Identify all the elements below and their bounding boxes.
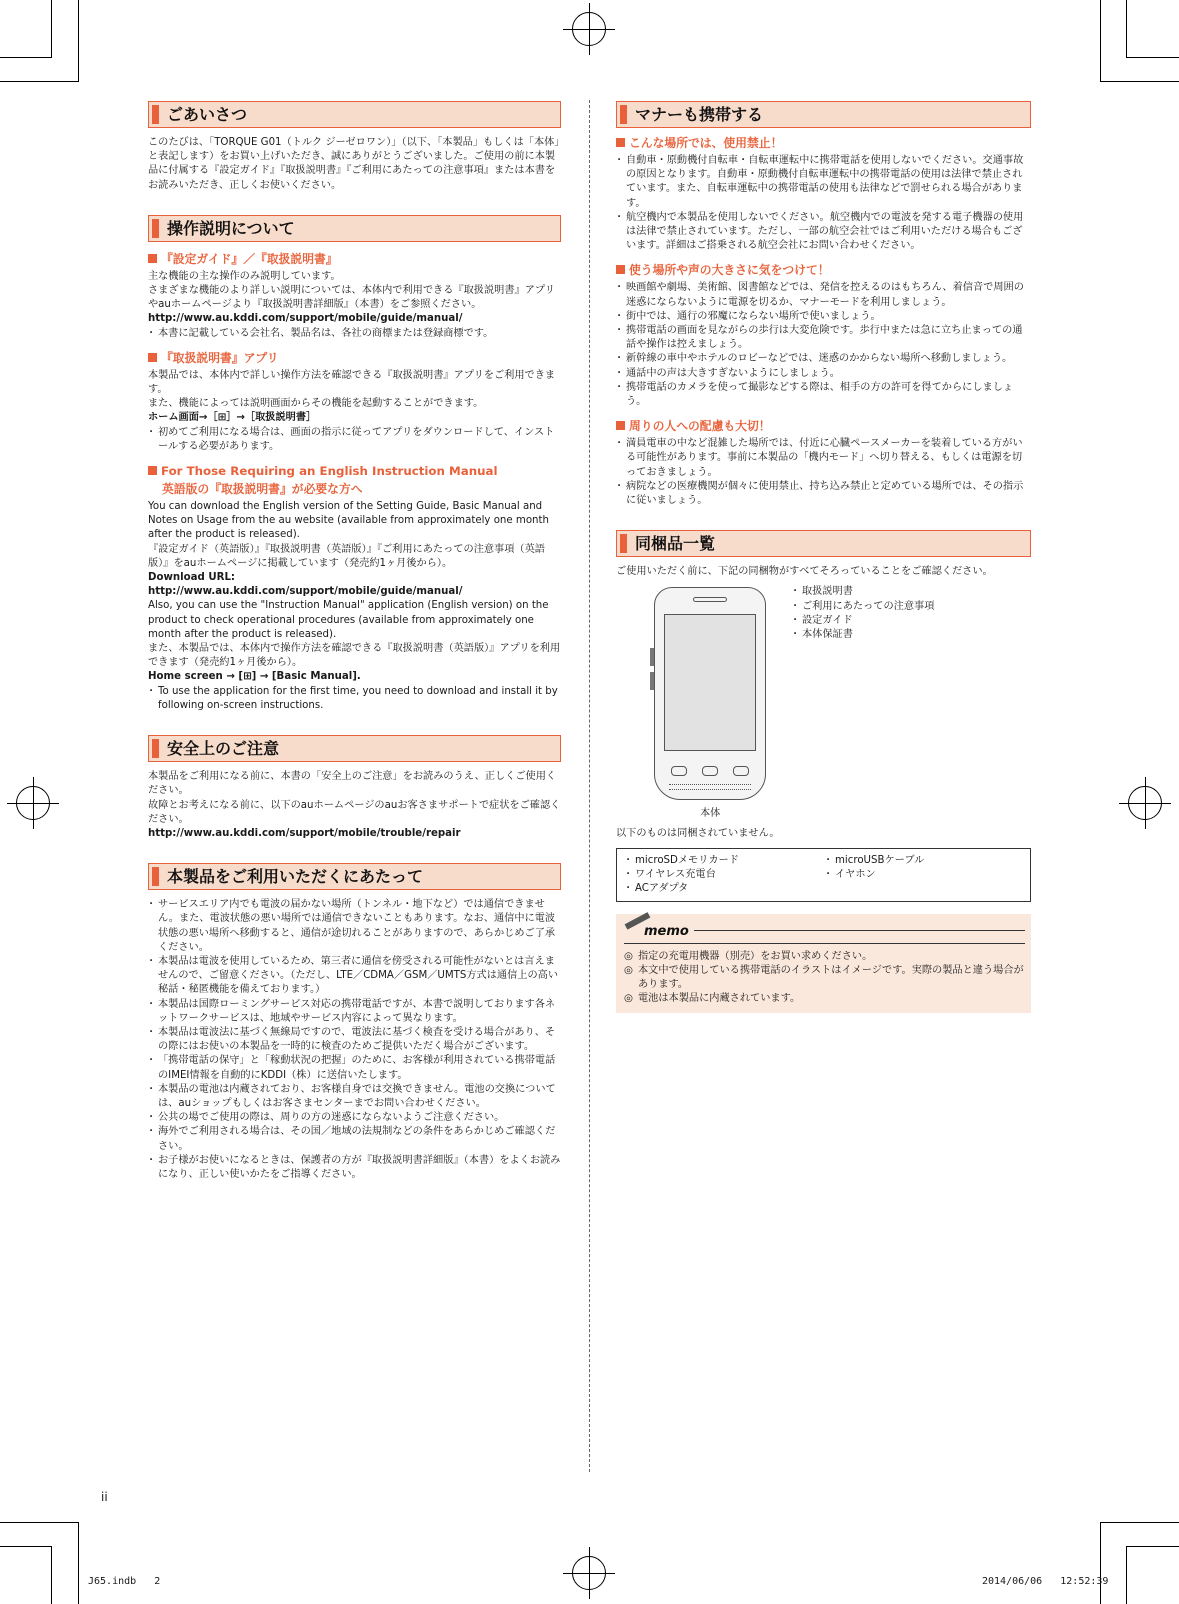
column-divider [589, 100, 590, 1472]
memo-header [624, 922, 1025, 944]
list-item: ・ イヤホン [825, 868, 924, 882]
list-item: ・ 設定ガイド [792, 614, 934, 628]
paragraph: さまざまな機能のより詳しい説明については、本体内で利用できる『取扱説明書』アプリやauホームページより『取扱説明書詳細版』（本書）をご参照ください。 [148, 285, 555, 311]
list-item: ・ 街中では、通行の邪魔にならない場所で使いましょう。 [616, 310, 1031, 324]
subheading-english-manual: For Those Requiring an English Instruction Manual [148, 464, 561, 479]
list-item: ・ 携帯電話のカメラを使って撮影などする際は、相手の方の許可を得てからにしましょう。 [616, 381, 1031, 409]
section-header-package [616, 530, 1031, 557]
list-item: ・ 本書に記載している会社名、製品名は、各社の商標または登録商標です。 [148, 327, 561, 341]
list-item: ・ 「携帯電話の保守」と「稼動状況の把握」のために、お客様が利用されている携帯電話のIMEI情報を自動的にKDDI（株）に送信いたします。 [148, 1054, 561, 1082]
list-item: ・ 携帯電話の画面を見ながらの歩行は大変危険です。歩行中または急に立ち止まっての通話や操作は控えましょう。 [616, 324, 1031, 352]
paragraph: また、本製品では、本体内で操作方法を確認できる『取扱説明書（英語版）』アプリを利用できます（発売約1ヶ月後から）。 [148, 643, 561, 669]
list-item: ・ ACアダプタ [625, 882, 739, 896]
memo-box [616, 914, 1031, 1013]
list-item: ・ ワイヤレス充電台 [625, 868, 739, 882]
usage-list [148, 898, 561, 1182]
section-title: 本製品をご利用いただくにあたって [167, 867, 424, 887]
section-title: マナーも携帯する [635, 105, 764, 124]
subheading-manual-app: 『取扱説明書』アプリ [148, 351, 561, 366]
paragraph: また、機能によっては説明画面からその機能を起動することができます。 [148, 398, 484, 410]
subheading-prohibited: こんな場所では、使用禁止！ [616, 136, 1031, 151]
list-item: ・ To use the application for the first time, you need to download and install it by following on-screen instructions. [148, 685, 561, 713]
section-title: 安全上のご注意 [167, 739, 280, 759]
download-label: Download URL: [148, 572, 236, 584]
memo-item: ◎ 指定の充電用機器（別売）をお買い求めください。 [624, 950, 1025, 964]
list-item: ・ 満員電車の中など混雑した場所では、付近に心臓ペースメーカーを装着している方がいる可能性があります。事前に本製品の「機内モード」へ切り替える、もしくは電源を切っておきましょう。 [616, 437, 1031, 480]
subheading-guide: 『設定ガイド』／『取扱説明書』 [148, 252, 561, 267]
list-item: ・ ご利用にあたっての注意事項 [792, 600, 934, 614]
menu-path: ホーム画面→［⊞］→［取扱説明書］ [148, 412, 317, 424]
greeting-body: このたびは、「TORQUE G01（トルク ジーゼロワン）」（以下、「本製品」もしくは「本体」と表記します）をお買い上げいただき、誠にありがとうございました。ご使用の前に本製品に付属する『設定ガイド』『取扱説明書』『ご利用にあたっての注意事項』または本書をお読みいただき、正しくお使いください。 [148, 137, 560, 191]
menu-path-english: Home screen → [⊞] → [Basic Manual]. [148, 671, 361, 683]
paragraph: 故障とお考えになる前に、以下のauホームページのauお客さまサポートで症状をご確認ください。 [148, 799, 561, 825]
list-item: ・ 取扱説明書 [792, 585, 934, 599]
list-item: ・ 航空機内で本製品を使用しないでください。航空機内での電波を発する電子機器の使用は法律で禁止されています。ただし、一部の航空会社ではご利用いただける場合もございます。詳細はご搭乗される航空会社にお問い合わせください。 [616, 211, 1031, 254]
list-item: ・ 自動車・原動機付自転車・自転車運転中に携帯電話を使用しないでください。交通事故の原因となります。自動車・原動機付自転車運転中の携帯電話の使用は法律で禁止されています。また、自転車運転中の携帯電話の使用も法律などで罰せられる場合があります。 [616, 154, 1031, 211]
memo-item: ◎ 電池は本製品に内蔵されています。 [624, 992, 1025, 1006]
section-title: 操作説明について [167, 218, 295, 238]
section-header-manual [148, 215, 561, 242]
package-contents [616, 585, 1031, 827]
memo-item: ◎ 本文中で使用している携帯電話のイラストはイメージです。実際の製品と違う場合があります。 [624, 964, 1025, 992]
paragraph: 本製品をご利用になる前に、本書の「安全上のご注意」をお読みのうえ、正しくご使用ください。 [148, 771, 557, 797]
list-item: ・ 本製品の電池は内蔵されており、お客様自身では交換できません。電池の交換については、auショップもしくはお客さまセンターまでお問い合わせください。 [148, 1083, 561, 1111]
section-header-greeting [148, 101, 561, 128]
list-item: ・ 新幹線の車中やホテルのロビーなどでは、迷惑のかからない場所へ移動しましょう。 [616, 352, 1031, 366]
list-item: ・ microSDメモリカード [625, 854, 739, 868]
list-item: ・ 本製品は国際ローミングサービス対応の携帯電話ですが、本書で説明しております各ネットワークサービスは、地域やサービス内容によって異なります。 [148, 998, 561, 1026]
section-title: 同梱品一覧 [635, 534, 716, 554]
package-list [792, 585, 934, 642]
slug-file: J65.indb 2 [88, 1576, 161, 1587]
download-url-link[interactable]: http://www.au.kddi.com/support/mobile/guide/manual/ [148, 586, 463, 598]
right-column [616, 101, 1031, 1013]
list-item: ・ お子様がお使いになるときは、保護者の方が『取扱説明書詳細版』（本書）をよくお読みになり、正しい使いかたをご指導ください。 [148, 1154, 561, 1182]
not-included-label: 以下のものは同梱されていません。 [616, 828, 780, 840]
list-item: ・ 初めてご利用になる場合は、画面の指示に従ってアプリをダウンロードして、インストールする必要があります。 [148, 426, 561, 454]
paragraph: 主な機能の主な操作のみ説明しています。 [148, 270, 341, 282]
memo-label: memo [644, 923, 689, 939]
section-header-safety [148, 735, 561, 762]
phone-caption: 本体 [700, 808, 721, 820]
paragraph: ご使用いただく前に、下記の同梱物がすべてそろっていることをご確認ください。 [616, 566, 993, 578]
list-item: ・ 公共の場でご使用の際は、周りの方の迷惑にならないようご注意ください。 [148, 1111, 561, 1125]
subheading-english-manual-jp: 英語版の『取扱説明書』が必要な方へ [162, 482, 363, 497]
slug-date: 2014/06/06 12:52:39 [982, 1576, 1109, 1587]
subheading-consideration: 周りの人への配慮も大切！ [616, 419, 1031, 434]
support-url-link[interactable]: http://www.au.kddi.com/support/mobile/trouble/repair [148, 827, 461, 839]
list-item: ・ 本製品は電波法に基づく無線局ですので、電波法に基づく検査を受ける場合があり、その際にはお使いの本製品を一時的に検査のためご提供いただく場合がございます。 [148, 1026, 561, 1054]
phone-illustration [654, 587, 766, 800]
list-item: ・ 映画館や劇場、美術館、図書館などでは、発信を控えるのはもちろん、着信音で周囲の迷惑にならないように電源を切るか、マナーモードを利用しましょう。 [616, 281, 1031, 309]
list-item: ・ 海外でご利用される場合は、その国／地域の法規制などの条件をあらかじめご確認ください。 [148, 1125, 561, 1153]
subheading-voice: 使う場所や声の大きさに気をつけて！ [616, 263, 1031, 278]
list-item: ・ 本製品は電波を使用しているため、第三者に通信を傍受される可能性がないとは言えませんので、ご留意ください。（ただし、LTE／CDMA／GSM／UMTS方式は通信上の高い秘話・秘匿機能を備えております。） [148, 955, 561, 998]
page-number: ii [101, 1490, 108, 1504]
list-item: ・ 本体保証書 [792, 628, 934, 642]
list-item: ・ microUSBケーブル [825, 854, 924, 868]
paragraph: 本製品では、本体内で詳しい操作方法を確認できる『取扱説明書』アプリをご利用できます。 [148, 369, 556, 396]
manual-url-link[interactable]: http://www.au.kddi.com/support/mobile/guide/manual/ [148, 313, 463, 325]
left-column [148, 101, 561, 1182]
paragraph: 『設定ガイド（英語版）』『取扱説明書（英語版）』『ご利用にあたっての注意事項（英語版）』をauホームページに掲載しています（発売約1ヶ月後から）。 [148, 543, 545, 569]
list-item: ・ 通話中の声は大きすぎないようにしましょう。 [616, 367, 1031, 381]
paragraph: Also, you can use the "Instruction Manual" application (English version) on the product to check operational procedures (available from approximately one month after the product is released). [148, 600, 549, 640]
not-included-box [616, 848, 1031, 902]
section-title: ごあいさつ [167, 105, 248, 124]
list-item: ・ 病院などの医療機関が個々に使用禁止、持ち込み禁止と定めている場所では、その指示に従いましょう。 [616, 480, 1031, 508]
section-header-manners [616, 101, 1031, 128]
paragraph: You can download the English version of the Setting Guide, Basic Manual and Notes on Usage from the au website (available from approximately one month after the product is released). [148, 501, 549, 541]
list-item: ・ サービスエリア内でも電波の届かない場所（トンネル・地下など）では通信できません。また、電波状態の悪い場所では通信できないこともあります。なお、通信中に電波状態の悪い場所へ移動すると、通信が途切れることがありますので、あらかじめご了承ください。 [148, 898, 561, 955]
section-header-usage [148, 863, 561, 890]
